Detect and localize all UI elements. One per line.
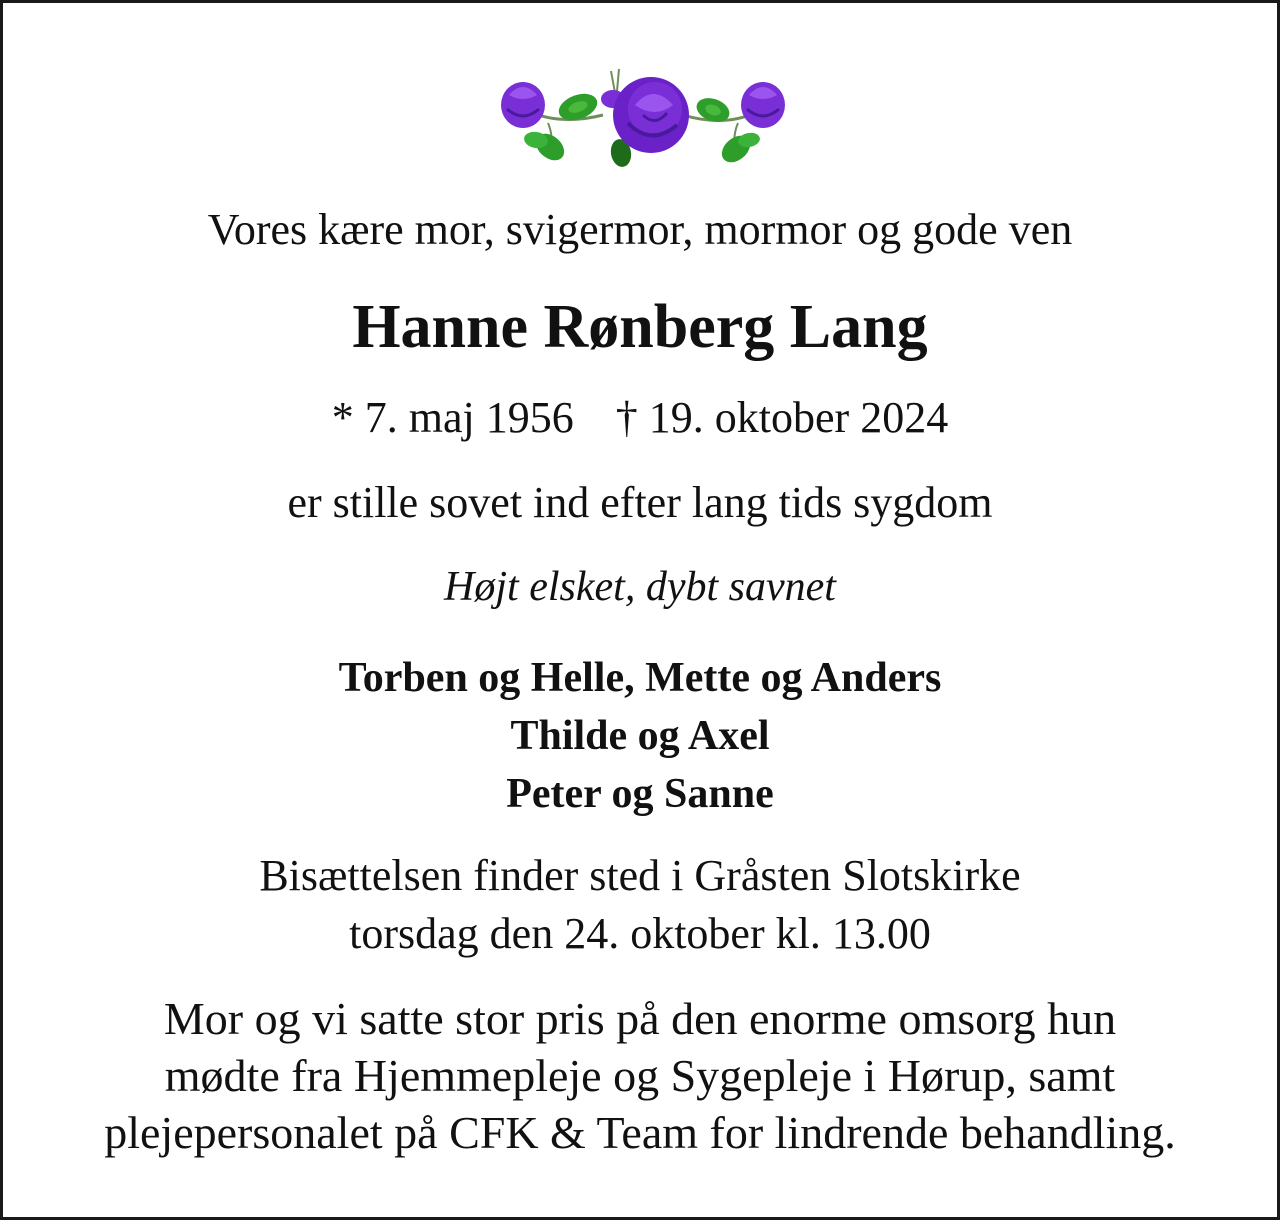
life-dates xyxy=(3,393,1277,442)
purple-roses-garland-icon xyxy=(493,65,793,170)
death-date: 19. oktober 2024 xyxy=(648,393,949,442)
funeral-details xyxy=(3,847,1277,963)
funeral-datetime: torsdag den 24. oktober kl. 13.00 xyxy=(349,909,931,958)
family-line: Peter og Sanne xyxy=(506,771,774,817)
birth-date: 7. maj 1956 xyxy=(364,393,574,442)
deceased-name: Hanne Rønberg Lang xyxy=(352,293,928,361)
thanks-line: Mor og vi satte stor pris på den enorme omsorg hun xyxy=(163,993,1117,1044)
passing-statement: er stille sovet ind efter lang tids sygdom xyxy=(287,478,993,527)
family-line: Thilde og Axel xyxy=(510,713,770,759)
thanks-line: plejepersonalet på CFK & Team for lindrende behandling. xyxy=(104,1107,1176,1158)
intro-text: Vores kære mor, svigermor, mormor og gode ven xyxy=(207,205,1073,254)
funeral-location: Bisættelsen finder sted i Gråsten Slotskirke xyxy=(259,851,1021,900)
thanks-note xyxy=(3,990,1277,1161)
family-signatories xyxy=(3,649,1277,823)
thanks-line: mødte fra Hjemmepleje og Sygepleje i Hørup, samt xyxy=(164,1050,1116,1101)
birth-symbol: * xyxy=(331,393,354,442)
death-symbol: † xyxy=(615,393,638,442)
family-line: Torben og Helle, Mette og Anders xyxy=(338,655,942,701)
memorial-motto: Højt elsket, dybt savnet xyxy=(444,564,836,610)
